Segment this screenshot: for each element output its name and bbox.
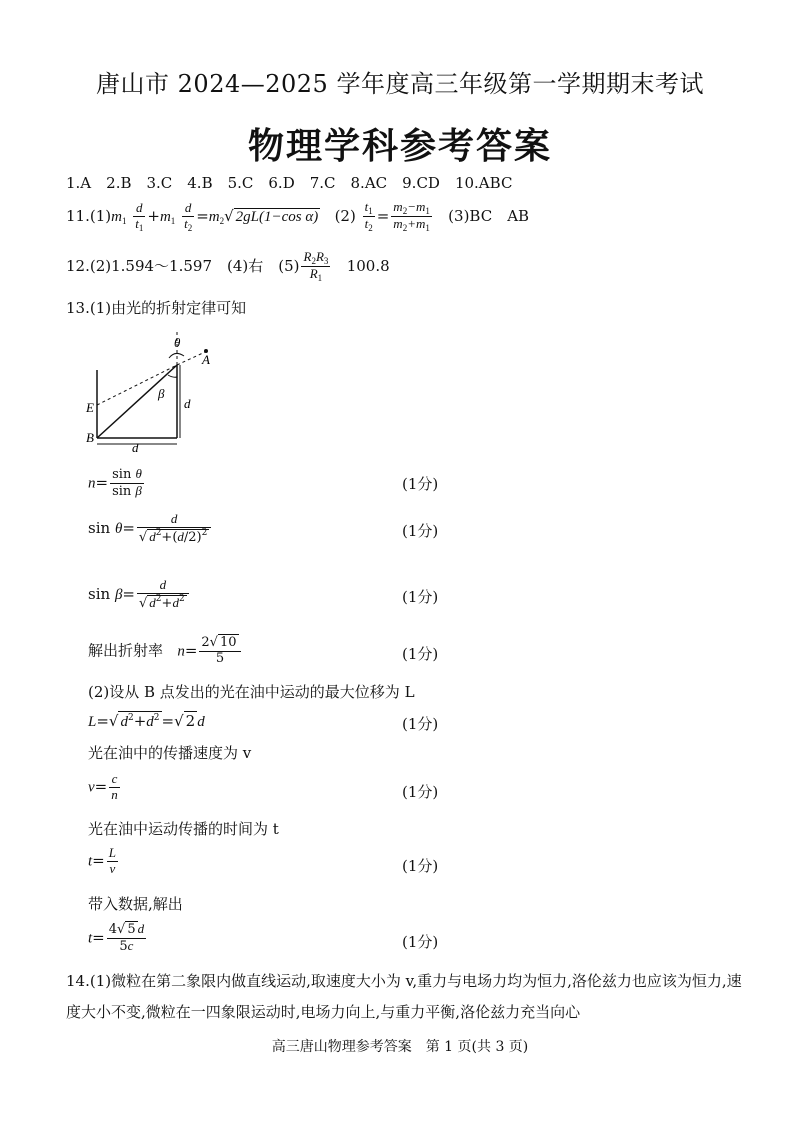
- q13-eq-sin-theta: sin θ= $\frac{d}{√ d^2+(d/2)^2}$: [88, 512, 213, 546]
- label-d-horizontal: d: [132, 440, 139, 454]
- q11-part3: (3)BC AB: [448, 206, 530, 225]
- refraction-diagram: [80, 330, 230, 454]
- q11-part2: (2): [334, 206, 356, 225]
- q13-time-text: 光在油中运动传播的时间为 t: [88, 820, 279, 838]
- q12-prefix: 12.(2)1.594～1.597 (4)右 (5): [66, 256, 300, 275]
- q14-answer: 14.(1)微粒在第二象限内做直线运动,取速度大小为 v,重力与电场力均为恒力,洛伦兹力也应该为恒力,速度大小不变,微粒在一四象限运动时,电场力向上,与重力平衡,洛伦兹力充当向心: [66, 972, 742, 1021]
- exam-title: 唐山市 2024—2025 学年度高三年级第一学期期末考试: [96, 70, 704, 98]
- q11-prefix: 11.(1): [66, 206, 112, 225]
- q11-answer: $11.(1)m_1$ $\frac{d}{t_1}$ $+m_1$ $\frac{d}{t_2}$ $=m_2√$ 2gL(1−cos α) (2) $\frac{t_1}{t_2}$ = $\frac{m_2-m_1}{m_2+m_1}$ (3)BC AB: [66, 199, 530, 234]
- q13-substitute-text: 带入数据,解出: [88, 895, 183, 913]
- score-1: (1分): [402, 475, 439, 493]
- score-3: (1分): [402, 588, 439, 606]
- beta-arc: [168, 375, 177, 377]
- score-8: (1分): [402, 933, 439, 951]
- label-beta: β: [158, 386, 165, 401]
- solve-n-text: 解出折射率: [88, 641, 164, 660]
- light-path-b: [97, 365, 177, 438]
- q12-answer: 12.(2)1.594～1.597 (4)右 (5) $\frac{R_2R_3}{R_1}$ 100.8: [66, 249, 390, 284]
- q13-intro: 13.(1)由光的折射定律可知: [66, 299, 247, 317]
- q13-speed-text: 光在油中的传播速度为 v: [88, 744, 252, 762]
- label-e: E: [86, 400, 94, 415]
- q12-value: 100.8: [346, 256, 390, 275]
- label-theta: θ: [174, 335, 181, 350]
- score-2: (1分): [402, 522, 439, 540]
- label-d-vertical: d: [184, 396, 191, 411]
- document-title: 物理学科参考答案: [247, 125, 552, 167]
- q13-eq-t-result: t= $\frac{4√ 5 d}{5c}$: [88, 921, 145, 954]
- q13-eq-n: n= $\frac{\text{sin θ}}{\text{sin β}}$: [88, 466, 142, 499]
- score-6: (1分): [402, 783, 439, 801]
- q13-eq-sin-beta: sin β= $\frac{d}{√ d^2+d^2}$: [88, 578, 191, 612]
- q13-eq-l: L=√ $d^2+d^2$ =√ 2 d: [88, 712, 205, 730]
- score-7: (1分): [402, 857, 439, 875]
- refracted-extension: [97, 365, 177, 405]
- q13-eq-t: t= $\frac{L}{v}$: [88, 845, 116, 876]
- choice-answers: 1.A 2.B 3.C 4.B 5.C 6.D 7.C 8.AC 9.CD 10.ABC: [66, 174, 513, 192]
- score-4: (1分): [402, 645, 439, 663]
- label-b: B: [86, 430, 94, 445]
- q13-eq-v: v= $\frac{c}{n}$: [88, 771, 118, 802]
- q13-part2-intro: (2)设从 B 点发出的光在油中运动的最大位移为 L: [88, 683, 415, 701]
- page-footer: 高三唐山物理参考答案 第 1 页(共 3 页): [271, 1039, 529, 1055]
- score-5: (1分): [402, 715, 439, 733]
- q13-eq-n-result: 解出折射率 n= $\frac{2√ 10}{5}$: [88, 636, 243, 667]
- label-a: A: [202, 352, 210, 367]
